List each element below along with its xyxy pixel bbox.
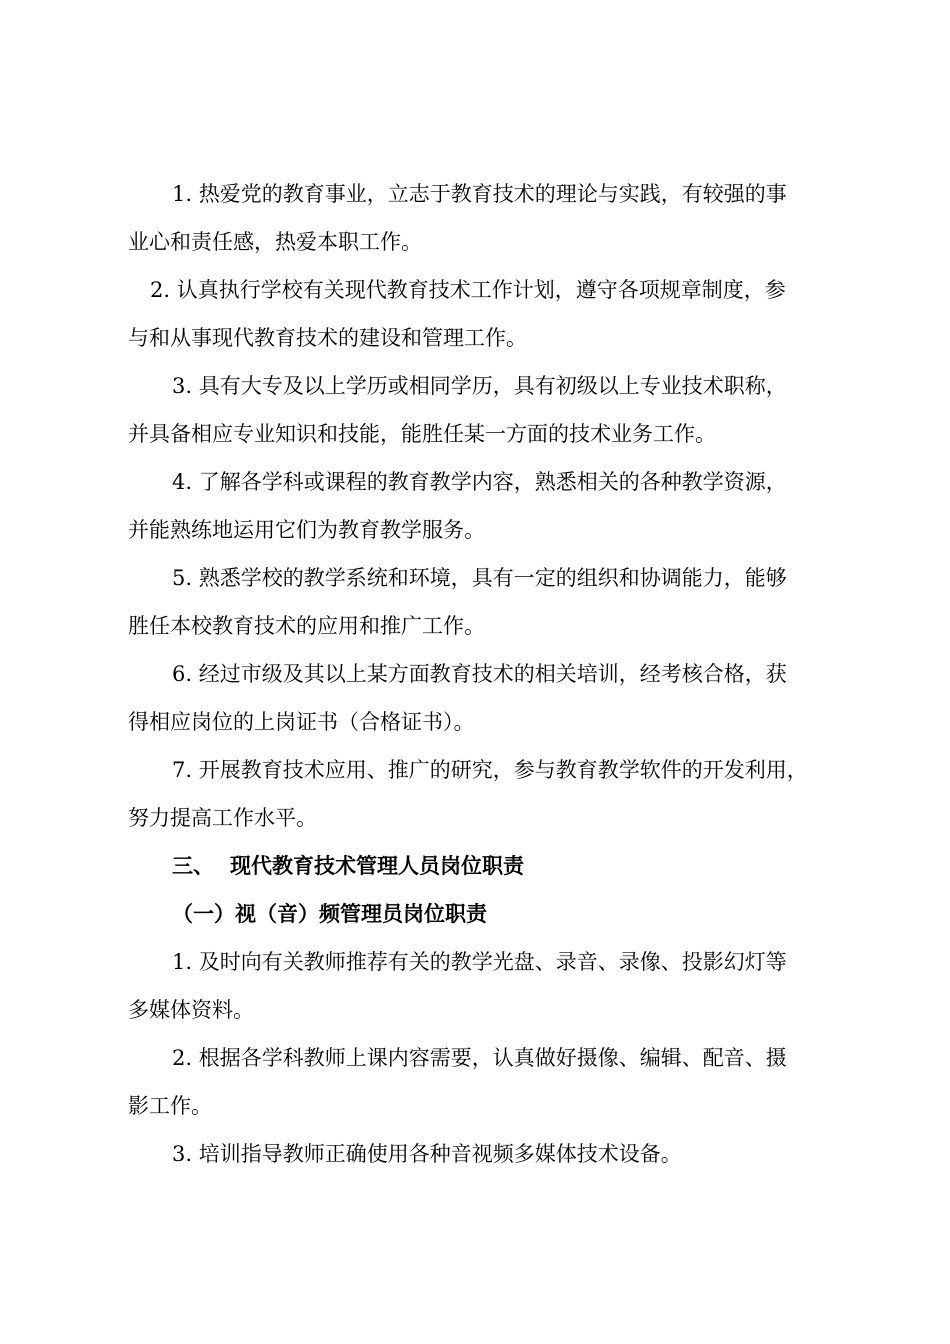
paragraph-line: 与和从事现代教育技术的建设和管理工作。 [128, 326, 527, 350]
paragraph-line: 3. 具有大专及以上学历或相同学历，具有初级以上专业技术职称， [172, 374, 787, 398]
paragraph-line: 1. 及时向有关教师推荐有关的教学光盘、录音、录像、投影幻灯等 [172, 950, 787, 974]
paragraph-line: 努力提高工作水平。 [128, 806, 317, 830]
paragraph-line: 得相应岗位的上岗证书（合格证书）。 [128, 710, 475, 734]
paragraph-line: 2. 根据各学科教师上课内容需要，认真做好摄像、编辑、配音、摄 [172, 1046, 787, 1070]
paragraph-line: 胜任本校教育技术的应用和推广工作。 [128, 614, 485, 638]
subsection-heading: （一）视（音）频管理员岗位职责 [172, 901, 487, 926]
paragraph-line: 多媒体资料。 [128, 998, 254, 1022]
paragraph-line: 6. 经过市级及其以上某方面教育技术的相关培训，经考核合格，获 [172, 662, 787, 686]
paragraph-line: 业心和责任感，热爱本职工作。 [128, 230, 422, 254]
section-heading-title: 现代教育技术管理人员岗位职责 [230, 853, 524, 878]
paragraph-line: 2. 认真执行学校有关现代教育技术工作计划，遵守各项规章制度，参 [150, 278, 786, 302]
paragraph-line: 4. 了解各学科或课程的教育教学内容，熟悉相关的各种教学资源， [172, 470, 787, 494]
paragraph-line: 3. 培训指导教师正确使用各种音视频多媒体技术设备。 [172, 1142, 682, 1166]
paragraph-line: 并具备相应专业知识和技能，能胜任某一方面的技术业务工作。 [128, 422, 716, 446]
section-heading-number: 三、 [172, 853, 214, 878]
paragraph-line: 1. 热爱党的教育事业，立志于教育技术的理论与实践，有较强的事 [172, 182, 787, 206]
paragraph-line: 5. 熟悉学校的教学系统和环境，具有一定的组织和协调能力，能够 [172, 566, 787, 590]
paragraph-line: 影工作。 [128, 1094, 212, 1118]
paragraph-line: 7. 开展教育技术应用、推广的研究，参与教育教学软件的开发利用， [172, 758, 808, 782]
paragraph-line: 并能熟练地运用它们为教育教学服务。 [128, 518, 485, 542]
